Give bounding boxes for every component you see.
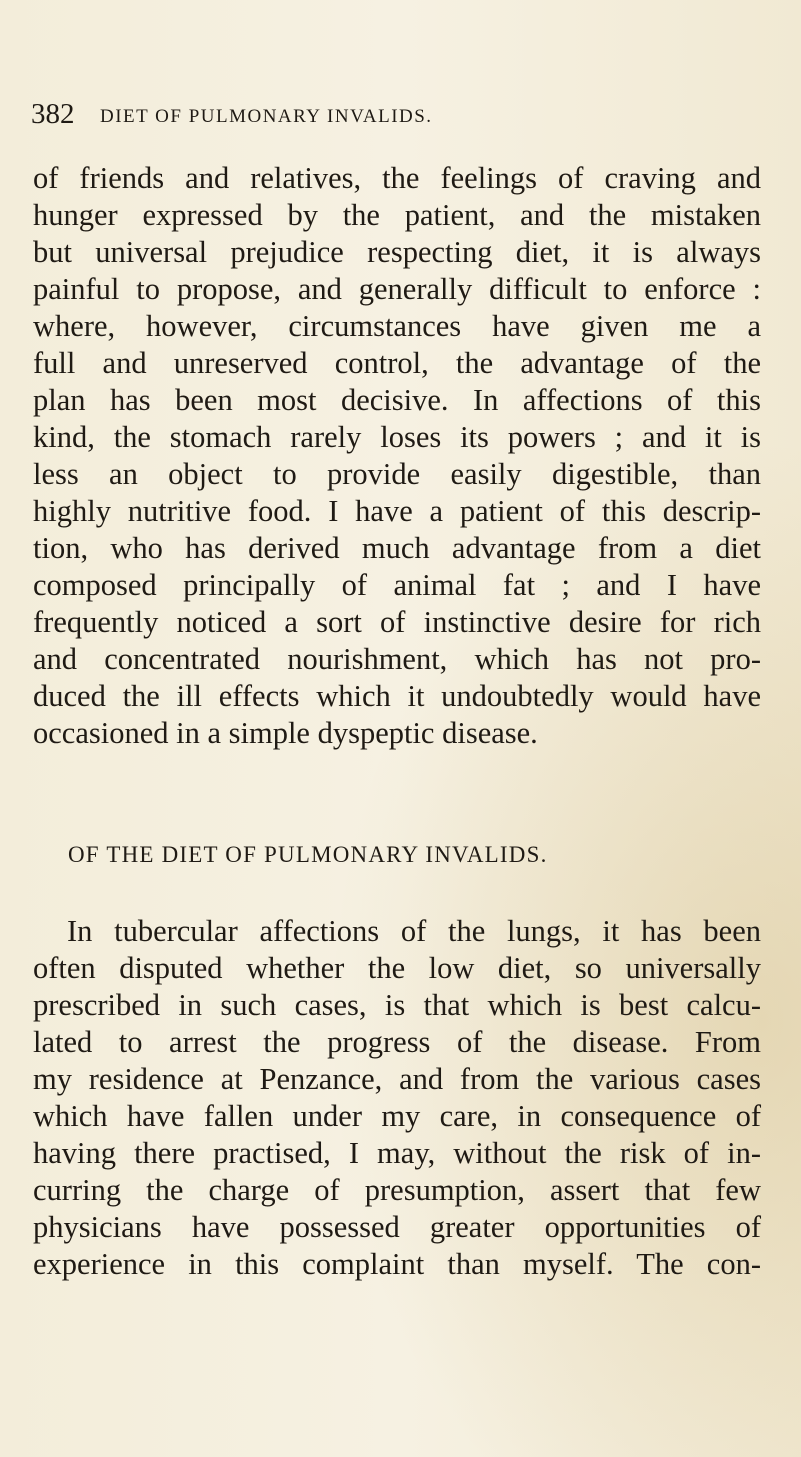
text-line: having there practised, I may, without the risk of in-	[33, 1136, 761, 1170]
text-line: tion, who has derived much advantage from a diet	[33, 531, 761, 565]
text-line: curring the charge of presumption, assert that few	[33, 1173, 761, 1207]
text-line: occasioned in a simple dyspeptic disease.	[33, 716, 538, 750]
section-heading: OF THE DIET OF PULMONARY INVALIDS.	[68, 842, 548, 867]
text-line: In tubercular affections of the lungs, it has been	[67, 914, 761, 948]
text-line: physicians have possessed greater opportunities of	[33, 1210, 761, 1244]
text-line: duced the ill effects which it undoubtedly would have	[33, 679, 761, 713]
text-line: hunger expressed by the patient, and the mistaken	[33, 198, 761, 232]
page-number: 382	[31, 98, 75, 130]
text-line: painful to propose, and generally difficult to enforce :	[33, 272, 761, 306]
text-line: my residence at Penzance, and from the various cases	[33, 1062, 761, 1096]
text-line: and concentrated nourishment, which has not pro-	[33, 642, 761, 676]
page-header	[0, 98, 801, 138]
text-line: less an object to provide easily digestible, than	[33, 457, 761, 491]
text-line: which have fallen under my care, in consequence of	[33, 1099, 761, 1133]
text-line: lated to arrest the progress of the disease. From	[33, 1025, 761, 1059]
text-line: where, however, circumstances have given me a	[33, 309, 761, 343]
text-line: prescribed in such cases, is that which is best calcu-	[33, 988, 761, 1022]
text-line: often disputed whether the low diet, so universally	[33, 951, 761, 985]
text-line: full and unreserved control, the advantage of the	[33, 346, 761, 380]
text-line: of friends and relatives, the feelings of craving and	[33, 161, 761, 195]
text-line: highly nutritive food. I have a patient of this descrip-	[33, 494, 761, 528]
text-line: frequently noticed a sort of instinctive desire for rich	[33, 605, 761, 639]
text-line: plan has been most decisive. In affections of this	[33, 383, 761, 417]
text-line: kind, the stomach rarely loses its powers ; and it is	[33, 420, 761, 454]
text-line: experience in this complaint than myself. The con-	[33, 1247, 761, 1281]
running-head: DIET OF PULMONARY INVALIDS.	[100, 106, 433, 127]
text-line: but universal prejudice respecting diet, it is always	[33, 235, 761, 269]
text-line: composed principally of animal fat ; and I have	[33, 568, 761, 602]
